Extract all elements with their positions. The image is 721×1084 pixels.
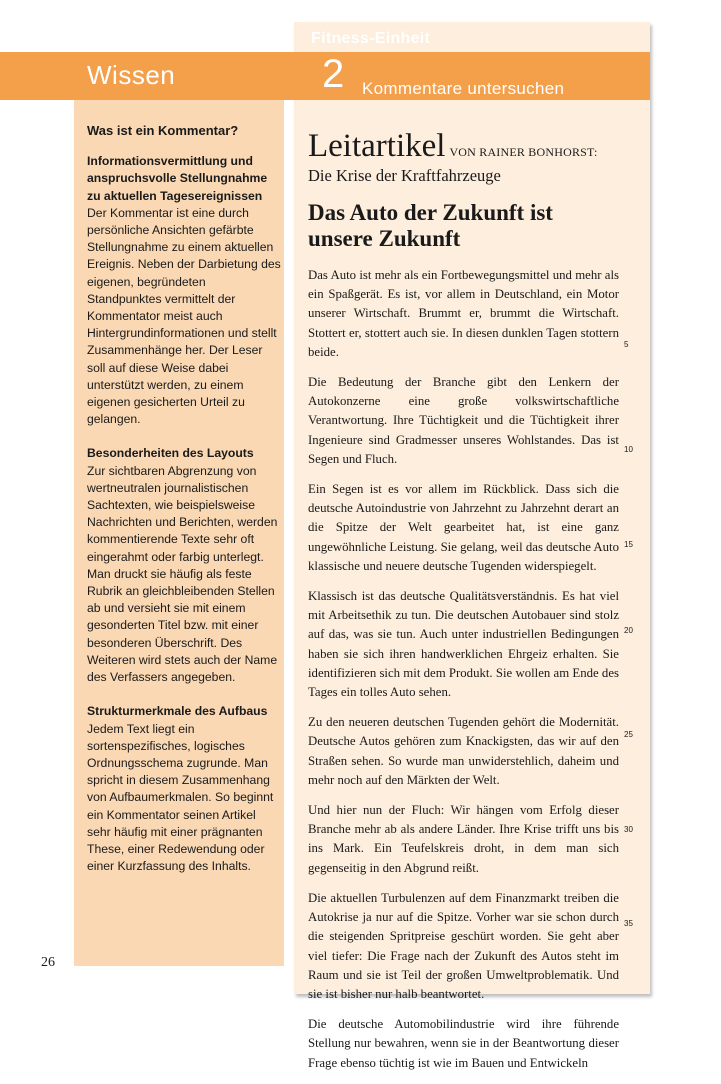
sidebar-heading: Informationsvermittlung und anspruchsvolle Stellungnahme zu aktuellen Tagesereignissen xyxy=(87,154,268,203)
article-paragraph: Die deutsche Automobilindustrie wird ihre führende Stellung nur bewahren, wenn sie in der Beantwortung dieser Frage ebenso tüchtig ist wie im Bauen und Entwickeln xyxy=(308,1017,619,1070)
sidebar-text: Der Kommentar ist eine durch persönliche Ansichten gefärbte Stellungnahme zu einem aktuellen Ereignis. Neben der Darbietung des eigenen, begründeten Standpunktes vermittelt der Kommentator meist auch Hintergrundinformationen und stellt Zusammenhänge her. Der Leser soll auf diese Weise dabei unterstützt werden, zu einem eigenen gesicherten Urteil zu gelangen. xyxy=(87,205,281,427)
sidebar-text: Zur sichtbaren Abgrenzung von wertneutralen journalistischen Sachtexten, wie beispielsweise Nachrichten und Berichten, werden kommentierende Texte sehr oft eingerahmt oder farbig unterlegt. Man druckt sie häufig als feste Rubrik an gleichbleibenden Stellen ab und versieht sie mit einem gesonderten Titel bzw. mit einer besonderen Überschrift. Des Weiteren wird stets auch der Name des Verfassers angegeben. xyxy=(87,463,278,685)
article-topic: Die Krise der Kraftfahrzeuge xyxy=(308,166,501,185)
sidebar-heading: Besonderheiten des Layouts xyxy=(87,446,254,461)
article-headline: Das Auto der Zukunft ist unsere Zukunft xyxy=(308,200,553,251)
article-paragraph: Klassisch ist das deutsche Qualitätsverständnis. Es hat viel mit Arbeitsethik zu tun. Die deutschen Autobauer sind stolz auf das, was sie tun. Auch unter industriellen Bedingungen haben sie sich ihren handwerklichen Ehrgeiz erhalten. Sie identifizieren sich mit dem Produkt. Sie wollen am Ende des Tages ein tolles Auto sehen. xyxy=(308,589,619,700)
article-paragraph: Zu den neueren deutschen Tugenden gehört die Modernität. Deutsche Autos gehören zum Knackigsten, das wir auf den Straßen sehen. So wurde man unwiderstehlich, daheim und mehr noch auf den Märkten der Welt. xyxy=(308,715,619,787)
article-byline: VON RAINER BONHORST: xyxy=(449,145,598,159)
unit-number: 2 xyxy=(322,52,345,96)
article xyxy=(308,128,619,1084)
article-paragraph: Und hier nun der Fluch: Wir hängen vom Erfolg dieser Branche mehr ab als andere Länder. Ihre Krise trifft uns bis ins Mark. Ein Teufelskreis droht, in dem man sich gegenseitig in den Abgrund reißt. xyxy=(308,803,619,875)
unit-subtitle: Kommentare untersuchen xyxy=(362,79,565,98)
article-body xyxy=(308,266,619,1073)
article-paragraph: Ein Segen ist es vor allem im Rückblick. Dass sich die deutsche Autoindustrie von Jahrzehnt zu Jahrzehnt derart an die Spitze der Welt gearbeitet hat, ist eine ganz ungewöhnliche Leistung. Sie gelang, weil das deutsche Auto klassische und neuere deutsche Tugenden widerspiegelt. xyxy=(308,482,619,573)
line-number: 15 xyxy=(624,540,633,549)
article-paragraph: Die Bedeutung der Branche gibt den Lenkern der Autokonzerne eine große volkswirtschaftliche Verantwortung. Ihre Tüchtigkeit und die Tüchtigkeit ihrer Ingenieure sind Gradmesser unseres Wohlstandes. Das ist Segen und Fluch. xyxy=(308,375,619,466)
section-title: Wissen xyxy=(87,60,176,90)
sidebar-content xyxy=(87,122,281,892)
sidebar-title: Was ist ein Kommentar? xyxy=(87,123,239,138)
line-number: 5 xyxy=(624,340,629,349)
chapter-label: Fitness-Einheit xyxy=(311,30,431,47)
sidebar-text: Jedem Text liegt ein sortenspezifisches, logisches Ordnungsschema zugrunde. Man spricht in diesem Zusammenhang von Aufbaumerkmalen. So beginnt ein Kommentator seinen Artikel sehr häufig mit einer prägnanten These, einer Redewendung oder einer Kurzfassung des Inhalts. xyxy=(87,721,274,874)
line-number: 35 xyxy=(624,919,633,928)
article-paragraph: Das Auto ist mehr als ein Fortbewegungsmittel und mehr als ein Spaßgerät. Es ist, vor allem in Deutschland, ein Motor unserer Wirtschaft. Brummt er, brummt die Wirtschaft. Stottert er, stottert auch sie. In diesen dunklen Tagen stottern beide. xyxy=(308,268,619,359)
line-number: 20 xyxy=(624,626,633,635)
line-number: 25 xyxy=(624,730,633,739)
line-number: 10 xyxy=(624,445,633,454)
line-number: 30 xyxy=(624,825,633,834)
article-header xyxy=(308,128,619,164)
article-kicker: Leitartikel xyxy=(308,128,446,164)
page-number: 26 xyxy=(41,955,55,970)
article-paragraph: Die aktuellen Turbulenzen auf dem Finanzmarkt treiben die Autokrise ja nur auf die Spitze. Vorher war sie schon durch die steigenden Spritpreise geschürt worden. Sie geht aber viel tiefer: Die Frage nach der Zukunft des Autos steht im Raum und sie ist Teil der großen Umweltproblematik. Und sie ist bisher nur halb beantwortet. xyxy=(308,890,619,1001)
sidebar-heading: Strukturmerkmale des Aufbaus xyxy=(87,704,268,719)
